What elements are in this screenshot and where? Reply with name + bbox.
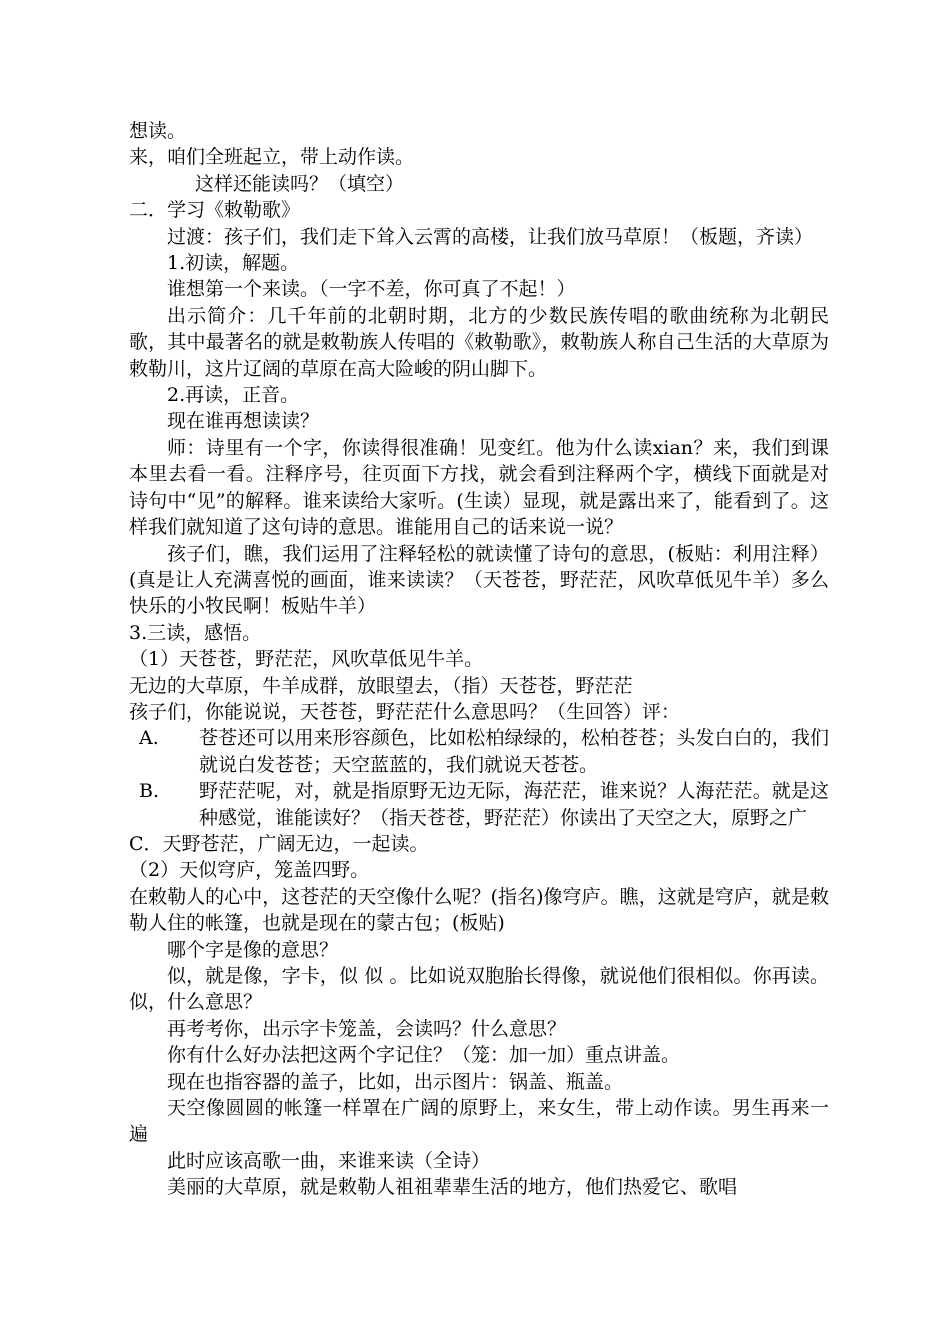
paragraph: 天空像圆圆的帐篷一样罩在广阔的原野上，来女生，带上动作读。男生再来一遍 [129, 1097, 829, 1146]
paragraph: 再考考你，出示字卡笼盖，会读吗？什么意思？ [167, 1017, 567, 1040]
paragraph: 似，就是像，字卡，似 似 。比如说双胞胎长得像，就说他们很相似。你再读。似，什么意思？ [129, 965, 829, 1014]
subheading: （1）天苍苍，野茫茫，风吹草低见牛羊。 [129, 648, 484, 671]
paragraph: 此时应该高歌一曲，来谁来读（全诗） [167, 1149, 491, 1172]
paragraph: 在敕勒人的心中，这苍茫的天空像什么呢？(指名)像穹庐。瞧，这就是穹庐，就是敕勒人住的帐篷，也就是现在的蒙古包；(板贴) [129, 885, 829, 935]
list-marker: B. [139, 780, 160, 803]
step-heading: 3.三读，感悟。 [129, 621, 262, 644]
document-body [129, 118, 829, 1201]
paragraph: 孩子们，你能说说，天苍苍，野茫茫什么意思吗？（生回答）评： [129, 700, 681, 723]
paragraph: 师：诗里有一个字，你读得很准确！见变红。他为什么读xian？来，我们到课本里去看一看。注释序号，往页面下方找，就会看到注释两个字，横线下面就是对诗句中“见”的解释。谁来读给大家听。(生读）显现，就是露出来了，能看到了。这样我们就知道了这句诗的意思。谁能用自己的话来说一说？ [129, 436, 829, 539]
list-item [129, 778, 829, 831]
paragraph: 你有什么好办法把这两个字记住？（笼：加一加）重点讲盖。 [167, 1044, 681, 1067]
paragraph: 无边的大草原，牛羊成群，放眼望去，（指）天苍苍，野茫茫 [129, 674, 633, 697]
step-heading: 1.初读，解题。 [167, 252, 300, 275]
paragraph: 现在也指容器的盖子，比如，出示图片：锅盖、瓶盖。 [167, 1070, 624, 1093]
section-heading: 二．学习《敕勒歌》 [129, 199, 301, 222]
paragraph: 这样还能读吗？（填空） [195, 172, 405, 195]
paragraph: 谁想第一个来读。（一字不差，你可真了不起！） [167, 278, 576, 301]
paragraph: 出示简介：几千年前的北朝时期，北方的少数民族传唱的歌曲统称为北朝民歌，其中最著名的就是敕勒族人传唱的《敕勒歌》，敕勒族人称自己生活的大草原为敕勒川，这片辽阔的草原在高大险峻的阴山脚下。 [129, 304, 829, 380]
list-item [129, 725, 829, 778]
list-item-text: 野茫茫呢，对，就是指原野无边无际，海茫茫，谁来说？人海茫茫。就是这种感觉，谁能读好？（指天苍苍，野茫茫）你读出了天空之大，原野之广 [199, 780, 829, 829]
list-item-text: 苍苍还可以用来形容颜色，比如松柏绿绿的，松柏苍苍；头发白白的，我们就说白发苍苍；天空蓝蓝的，我们就说天苍苍。 [199, 727, 829, 776]
paragraph: 过渡：孩子们，我们走下耸入云霄的高楼，让我们放马草原！（板题，齐读） [167, 225, 814, 248]
subheading: （2）天似穹庐，笼盖四野。 [129, 859, 370, 882]
step-heading: 2.再读，正音。 [167, 384, 300, 407]
paragraph: 想读。 [129, 120, 187, 142]
paragraph: 现在谁再想读读？ [167, 410, 320, 433]
paragraph: 美丽的大草原，就是敕勒人祖祖辈辈生活的地方，他们热爱它、歌唱 [167, 1176, 738, 1199]
paragraph: 来，咱们全班起立，带上动作读。 [129, 146, 415, 169]
list-marker: A. [139, 727, 159, 750]
paragraph: 孩子们，瞧，我们运用了注释轻松的就读懂了诗句的意思，(板贴：利用注释）(真是让人充满喜悦的画面，谁来读读？（天苍苍，野茫茫，风吹草低见牛羊）多么快乐的小牧民啊！板贴牛羊） [129, 542, 829, 618]
paragraph: 哪个字是像的意思？ [167, 938, 339, 961]
paragraph: C．天野苍茫，广阔无边，一起读。 [129, 832, 429, 855]
